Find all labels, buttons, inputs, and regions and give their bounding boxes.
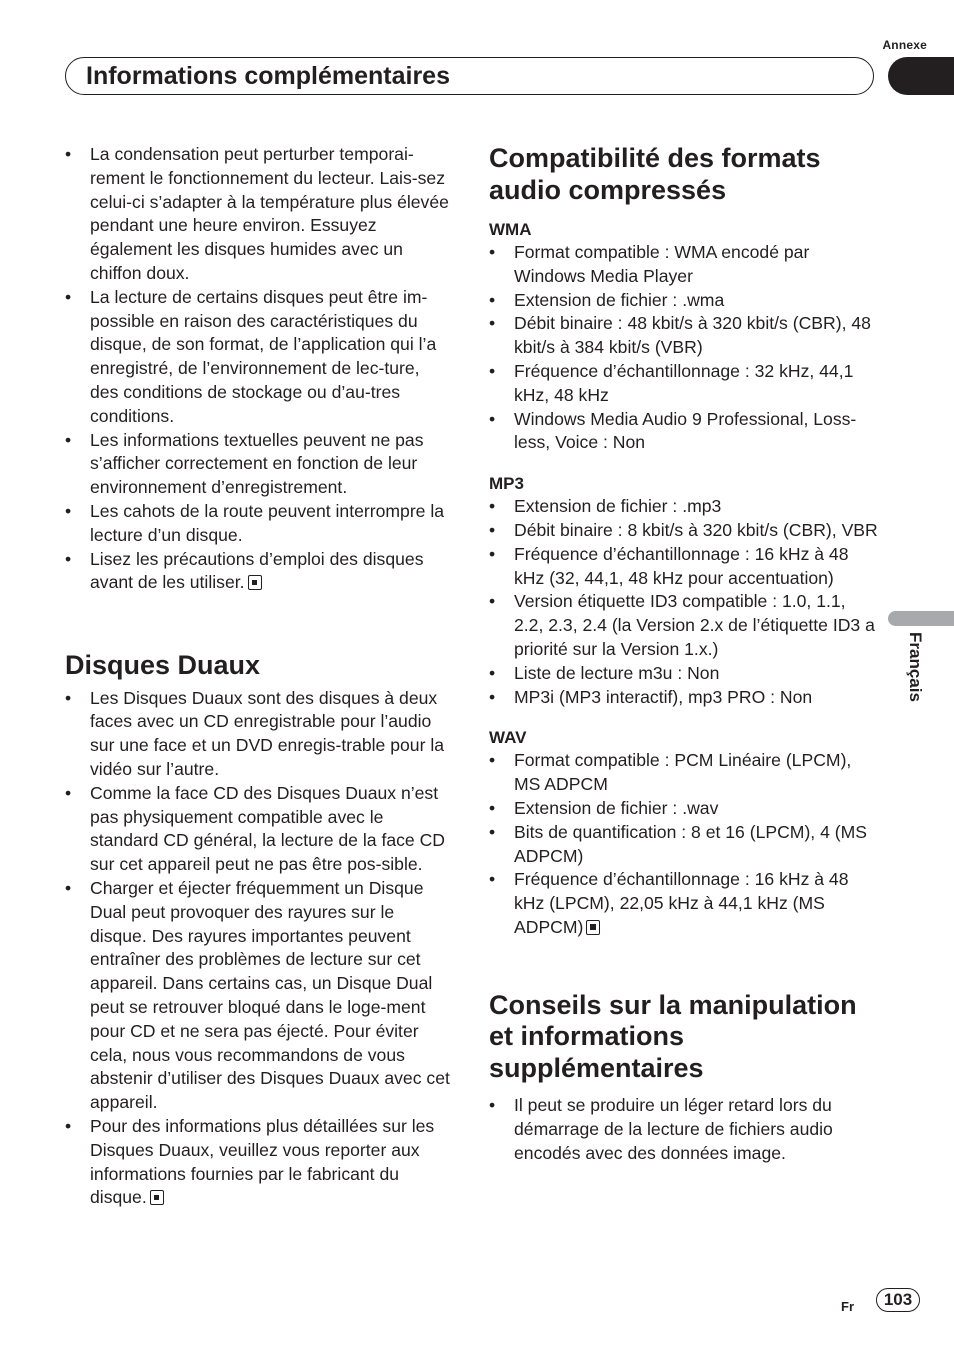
list-item: • Les Disques Duaux sont des disques à deux faces avec un CD enregistrable pour l’audio sur une face et un DVD enregis-trable pour la vidéo sur l’autre.	[65, 687, 450, 782]
end-mark-icon	[150, 1190, 164, 1205]
intro-list	[65, 143, 450, 595]
header-banner	[65, 57, 874, 95]
language-label: Français	[906, 632, 925, 702]
list-item: • Bits de quantification : 8 et 16 (LPCM), 4 (MS ADPCM)	[489, 821, 878, 869]
list-item: • Fréquence d’échantillonnage : 16 kHz à 48 kHz (32, 44,1, 48 kHz pour accentuation)	[489, 543, 878, 591]
list-item: • Windows Media Audio 9 Professional, Loss-less, Voice : Non	[489, 408, 878, 456]
footer-language: Fr	[841, 1299, 854, 1314]
dual-list	[65, 687, 450, 1211]
list-item: • Débit binaire : 8 kbit/s à 320 kbit/s (CBR), VBR	[489, 519, 878, 543]
list-item: • MP3i (MP3 interactif), mp3 PRO : Non	[489, 686, 878, 710]
list-item: • La condensation peut perturber temporai-rement le fonctionnement du lecteur. Lais-sez celui-ci s’adapter à la température plus élevée pendant une heure environ. Essuyez également les disques humides avec un chiffon doux.	[65, 143, 450, 286]
list-item: • Version étiquette ID3 compatible : 1.0, 1.1, 2.2, 2.3, 2.4 (la Version 2.x de l’étiquette ID3 a priorité sur la Version 1.x.)	[489, 590, 878, 661]
list-item: • Extension de fichier : .mp3	[489, 495, 878, 519]
list-item: • Extension de fichier : .wma	[489, 289, 878, 313]
header-tab	[888, 57, 954, 95]
list-item	[65, 548, 450, 596]
wav-list	[489, 749, 878, 939]
end-mark-icon	[586, 920, 600, 935]
mp3-list	[489, 495, 878, 709]
list-item: • La lecture de certains disques peut être im-possible en raison des caractéristiques du disque, de son format, de l’application qui l’a enregistré, de l’environnement de lec-ture, des conditions de stockage ou d’au-tres conditions.	[65, 286, 450, 429]
list-item: • Débit binaire : 48 kbit/s à 320 kbit/s (CBR), 48 kbit/s à 384 kbit/s (VBR)	[489, 312, 878, 360]
left-column	[65, 143, 450, 1210]
language-tab	[888, 611, 954, 626]
section-title-compat: Compatibilité des formats audio compressés	[489, 143, 821, 205]
list-item-text: Lisez les précautions d’emploi des disques avant de les utiliser.	[90, 548, 424, 593]
subsection-title-wav: WAV	[489, 728, 527, 748]
end-mark-icon	[248, 575, 262, 590]
list-item-text: Fréquence d’échantillonnage : 16 kHz à 48 kHz (LPCM), 22,05 kHz à 44,1 kHz (MS ADPCM)	[514, 869, 849, 937]
list-item: • Il peut se produire un léger retard lors du démarrage de la lecture de fichiers audio encodés avec des données image.	[489, 1094, 878, 1165]
list-item: • Format compatible : PCM Linéaire (LPCM), MS ADPCM	[489, 749, 878, 797]
tips-list	[489, 1094, 878, 1165]
right-column	[489, 143, 878, 1166]
section-title-tips: Conseils sur la manipulation et informations supplémentaires	[489, 989, 857, 1083]
list-item: • Comme la face CD des Disques Duaux n’est pas physiquement compatible avec le standard CD général, la lecture de la face CD sur cet appareil peut ne pas être pos-sible.	[65, 782, 450, 877]
section-label: Annexe	[882, 38, 927, 52]
list-item: • Extension de fichier : .wav	[489, 797, 878, 821]
list-item: • Les informations textuelles peuvent ne pas s’afficher correctement en fonction de leur environnement d’enregistrement.	[65, 429, 450, 500]
list-item: • Les cahots de la route peuvent interrompre la lecture d’un disque.	[65, 500, 450, 548]
list-item	[65, 1115, 450, 1210]
list-item: • Format compatible : WMA encodé par Windows Media Player	[489, 241, 878, 289]
list-item: • Liste de lecture m3u : Non	[489, 662, 878, 686]
page-number: 103	[876, 1288, 920, 1312]
subsection-title-wma: WMA	[489, 220, 532, 239]
wma-list	[489, 241, 878, 455]
list-item	[489, 868, 878, 939]
list-item-text: Pour des informations plus détaillées sur les Disques Duaux, veuillez vous reporter aux informations fournies par le fabricant du disque.	[90, 1115, 435, 1208]
list-item: • Charger et éjecter fréquemment un Disque Dual peut provoquer des rayures sur le disque. Des rayures importantes peuvent entraîner des problèmes de lecture sur cet appareil. Dans certains cas, un Disque Dual peut se retrouver bloqué dans le loge-ment pour CD et ne sera pas éjecté. Pour éviter cela, nous vous recommandons de vous abstenir d’utiliser des Disques Duaux avec cet appareil.	[65, 877, 450, 1115]
section-title-dual: Disques Duaux	[65, 650, 261, 681]
subsection-title-mp3: MP3	[489, 474, 524, 494]
header-title: Informations complémentaires	[86, 62, 450, 90]
list-item: • Fréquence d’échantillonnage : 32 kHz, 44,1 kHz, 48 kHz	[489, 360, 878, 408]
